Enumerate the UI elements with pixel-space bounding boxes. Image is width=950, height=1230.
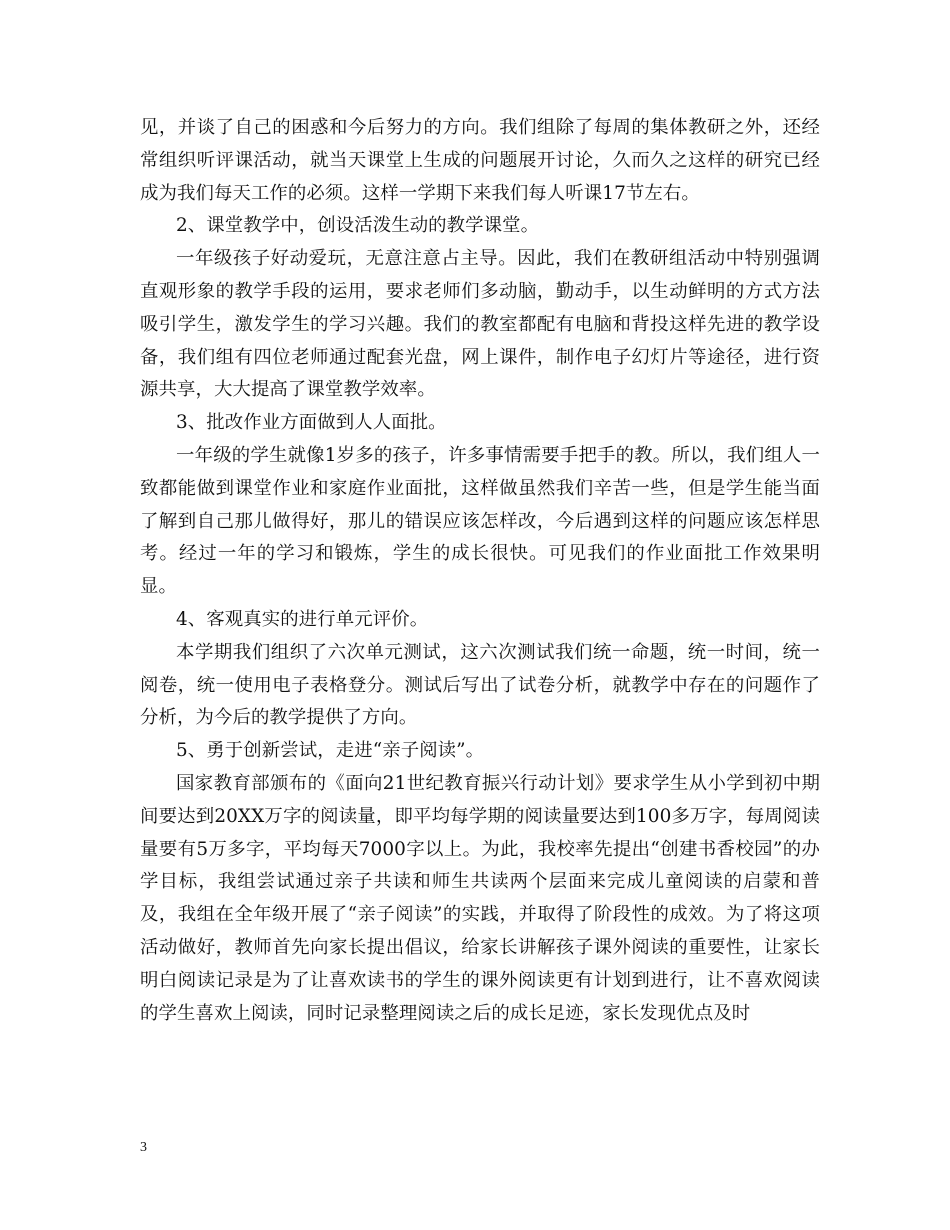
section-heading-4: 4、客观真实的进行单元评价。 xyxy=(176,608,429,630)
section-heading-2: 2、课堂教学中，创设活泼生动的教学课堂。 xyxy=(176,215,540,237)
section-heading-5: 5、勇于创新尝试，走进“亲子阅读”。 xyxy=(176,740,485,762)
document-body xyxy=(140,112,820,1030)
page-number: 3 xyxy=(140,1140,147,1155)
paragraph-unit-evaluation: 本学期我们组织了六次单元测试，这六次测试我们统一命题，统一时间，统一阅卷，统一使用电子表格登分。测试后写出了试卷分析，就教学中存在的问题作了分析，为今后的教学提供了方向。 xyxy=(140,641,820,729)
paragraph-continuation: 见，并谈了自己的困惑和今后努力的方向。我们组除了每周的集体教研之外，还经常组织听评课活动，就当天课堂上生成的问题展开讨论，久而久之这样的研究已经成为我们每天工作的必须。这样一学期下来我们每人听课17节左右。 xyxy=(140,117,820,204)
section-heading-3: 3、批改作业方面做到人人面批。 xyxy=(176,412,447,434)
paragraph-classroom-teaching: 一年级孩子好动爱玩，无意注意占主导。因此，我们在教研组活动中特别强调直观形象的教学手段的运用，要求老师们多动脑，勤动手，以生动鲜明的方式方法吸引学生，激发学生的学习兴趣。我们的教室都配有电脑和背投这样先进的教学设备，我们组有四位老师通过配套光盘，网上课件，制作电子幻灯片等途径，进行资源共享，大大提高了课堂教学效率。 xyxy=(140,248,820,401)
paragraph-parent-child-reading: 国家教育部颁布的《面向21世纪教育振兴行动计划》要求学生从小学到初中期间要达到20XX万字的阅读量，即平均每学期的阅读量要达到100多万字，每周阅读量要有5万多字，平均每天7000字以上。为此，我校率先提出“创建书香校园”的办学目标，我组尝试通过亲子共读和师生共读两个层面来完成儿童阅读的启蒙和普及，我组在全年级开展了“亲子阅读”的实践，并取得了阶段性的成效。为了将这项活动做好，教师首先向家长提出倡议，给家长讲解孩子课外阅读的重要性，让家长明白阅读记录是为了让喜欢读书的学生的课外阅读更有计划到进行，让不喜欢阅读的学生喜欢上阅读，同时记录整理阅读之后的成长足迹，家长发现优点及时 xyxy=(140,772,820,1024)
paragraph-homework-marking: 一年级的学生就像1岁多的孩子，许多事情需要手把手的教。所以，我们组人一致都能做到课堂作业和家庭作业面批，这样做虽然我们辛苦一些，但是学生能当面了解到自己那儿做得好，那儿的错误应该怎样改，今后遇到这样的问题应该怎样思考。经过一年的学习和锻炼，学生的成长很快。可见我们的作业面批工作效果明显。 xyxy=(140,444,820,598)
